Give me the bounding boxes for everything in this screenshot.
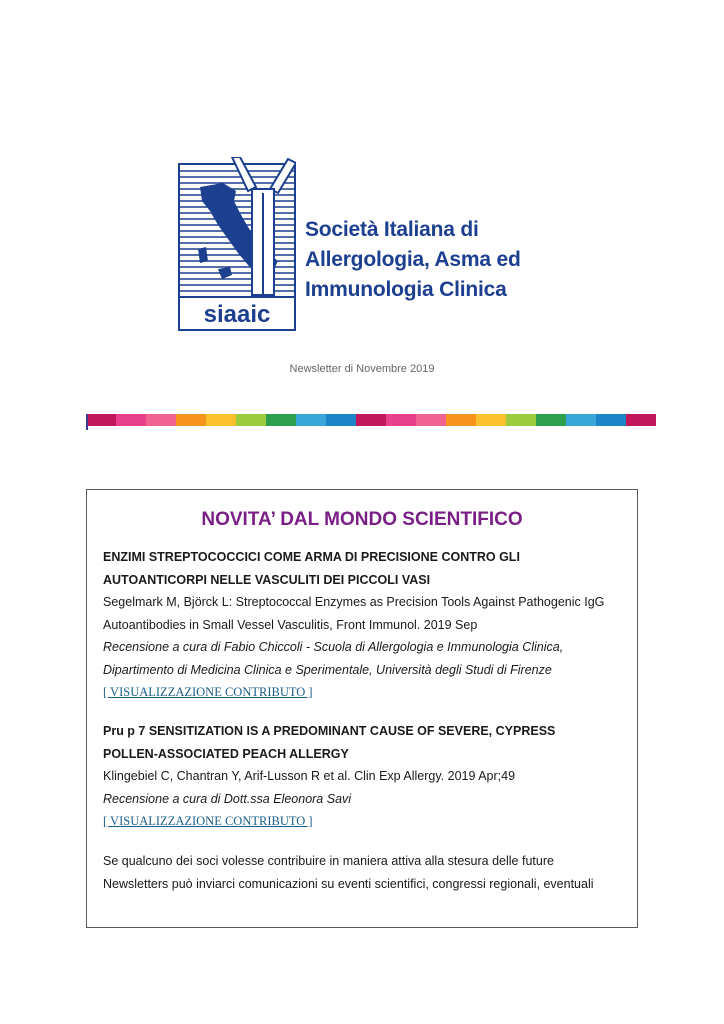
- article-headline: AUTOANTICORPI NELLE VASCULITI DEI PICCOLI VASI: [103, 572, 431, 587]
- color-bar-segment: [176, 414, 206, 426]
- color-bar-segment: [296, 414, 326, 426]
- color-bar-segment: [266, 414, 296, 426]
- color-bar-segment: [476, 414, 506, 426]
- section-title: NOVITA’ DAL MONDO SCIENTIFICO: [201, 509, 523, 530]
- article-headline: ENZIMI STREPTOCOCCICI COME ARMA DI PRECISIONE CONTRO GLI: [103, 550, 520, 564]
- siaaic-emblem-icon: [178, 157, 296, 331]
- article: [87, 720, 637, 832]
- logo-line: Società Italiana di: [305, 218, 479, 241]
- contribution-note: [87, 850, 637, 895]
- color-bar-segment: [236, 414, 266, 426]
- siaaic-logo: [178, 157, 558, 335]
- article-citation: Klingebiel C, Chantran Y, Arif-Lusson R et al. Clin Exp Allergy. 2019 Apr;49: [103, 769, 516, 783]
- article-review: Recensione a cura di Fabio Chiccoli - Scuola di Allergologia e Immunologia Clinica,: [103, 640, 564, 654]
- color-bar-segment: [326, 414, 356, 426]
- color-bar-segment: [446, 414, 476, 426]
- article-citation: Autoantibodies in Small Vessel Vasculitis, Front Immunol. 2019 Sep: [103, 617, 478, 632]
- color-bar-segment: [86, 414, 116, 426]
- article-review: Recensione a cura di Dott.ssa Eleonora Savi: [103, 791, 352, 806]
- color-bar-segment: [386, 414, 416, 426]
- color-bar-edge: [86, 414, 88, 430]
- color-bar-segment: [506, 414, 536, 426]
- logo-line: Allergologia, Asma ed: [305, 248, 521, 271]
- color-bar-segment: [566, 414, 596, 426]
- color-bar-segment: [536, 414, 566, 426]
- color-bar-segment: [416, 414, 446, 426]
- newsletter-label: Newsletter di Novembre 2019: [289, 363, 435, 375]
- article: [87, 546, 637, 703]
- scientific-news-box: [86, 489, 638, 928]
- logo-abbreviation: siaaic: [203, 301, 271, 328]
- logo-line: Immunologia Clinica: [305, 278, 507, 301]
- color-bar-segment: [626, 414, 656, 426]
- color-bar-segment: [206, 414, 236, 426]
- view-contribution-link[interactable]: [ VISUALIZZAZIONE CONTRIBUTO ]: [103, 685, 313, 699]
- contribution-note-line: Se qualcuno dei soci volesse contribuire in maniera attiva alla stesura delle future: [103, 854, 554, 868]
- article-review: Dipartimento di Medicina Clinica e Sperimentale, Università degli Studi di Firenze: [103, 662, 552, 677]
- contribution-note-line: Newsletters può inviarci comunicazioni su eventi scientifici, congressi regionali, eventuali: [103, 876, 594, 891]
- color-bar-segment: [116, 414, 146, 426]
- article-citation: Segelmark M, Björck L: Streptococcal Enzymes as Precision Tools Against Pathogenic IgG: [103, 595, 605, 609]
- logo-wordmark: [305, 215, 565, 305]
- color-bar-segment: [596, 414, 626, 426]
- color-bar-segment: [146, 414, 176, 426]
- article-headline: Pru p 7 SENSITIZATION IS A PREDOMINANT CAUSE OF SEVERE, CYPRESS: [103, 724, 556, 738]
- decorative-color-bar: [86, 414, 656, 426]
- color-bar-segment: [356, 414, 386, 426]
- article-headline: POLLEN-ASSOCIATED PEACH ALLERGY: [103, 746, 349, 761]
- view-contribution-link[interactable]: [ VISUALIZZAZIONE CONTRIBUTO ]: [103, 814, 313, 828]
